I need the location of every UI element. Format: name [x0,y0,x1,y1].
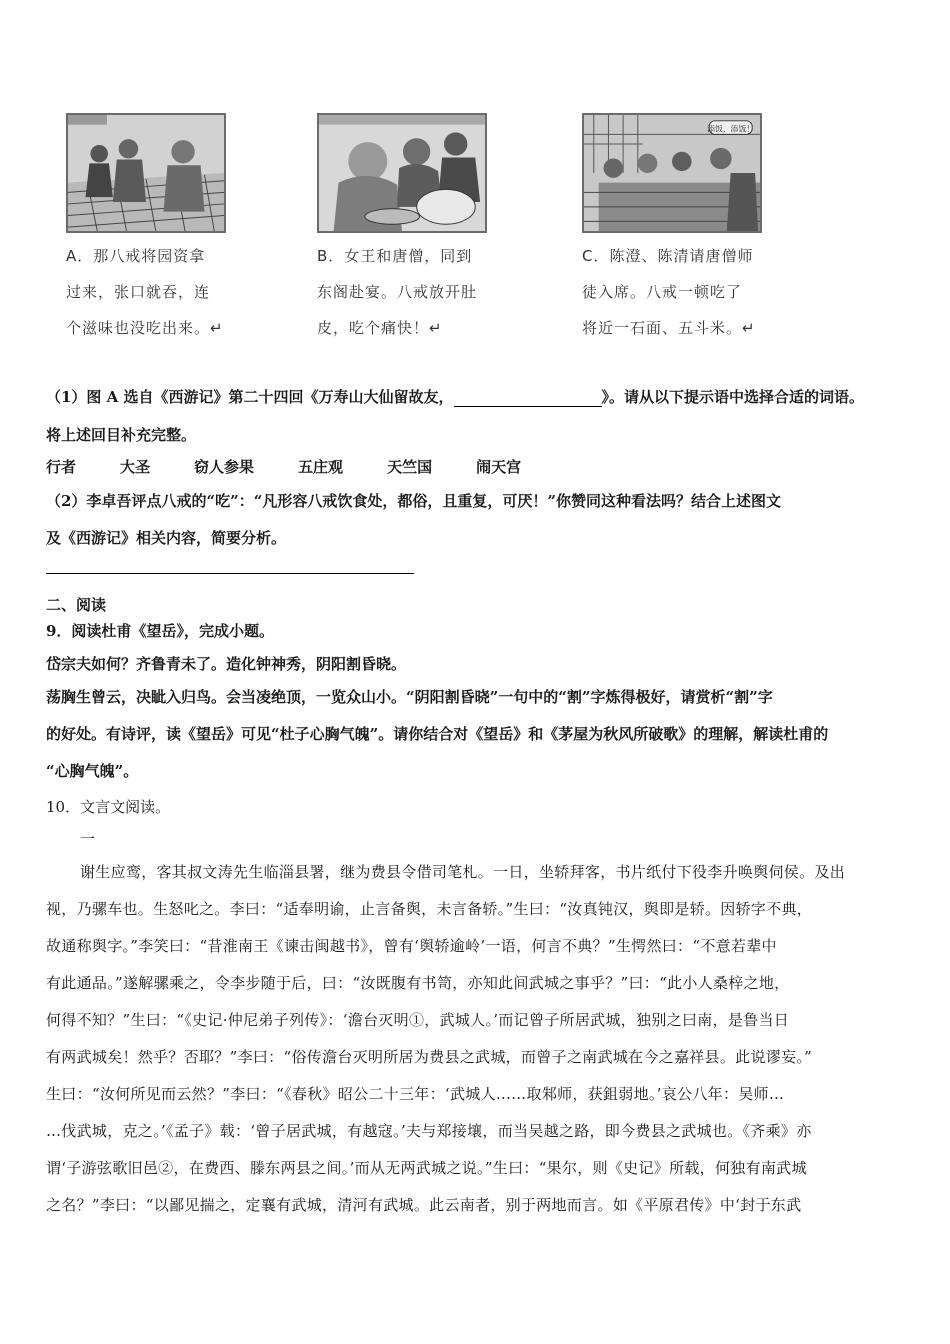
caption-line: 徒入席。八戒一顿吃了 [582,283,743,301]
answer-line[interactable] [46,573,414,574]
keyword: 窃人参果 [194,458,255,476]
caption-line: A．那八戒将园资拿 [66,247,206,265]
keyword: 五庄观 [298,458,344,476]
section-heading: 二、阅读 [46,596,107,614]
passage-line: …伐武城，克之。’《孟子》载：‘曾子居武城，有越寇。’夫与郑接壤，而当吴越之路，即今费县之武城也。《齐乘》亦 [46,1122,812,1140]
passage-line: 生曰：“汝何所见而云然？”李曰：“《春秋》昭公二十三年：‘武城人……取邾师，获鉏弱地。’哀公八年：吴师… [46,1085,785,1103]
caption-line: 个滋味也没吃出来。↵ [66,319,224,337]
question-1-text-after: 》。请从以下提示语中选择合适的词语。 [601,388,865,406]
answer-blank[interactable] [454,392,602,407]
keyword: 大圣 [120,458,151,476]
passage-line: 视，乃骡车也。生怒叱之。李曰：“适奉明谕，止言备舆，未言备轿。”生曰：“汝真钝汉，舆即是轿。因轿字不典， [46,900,813,918]
question-9-title: 9．阅读杜甫《望岳》，完成小题。 [46,622,274,640]
question-2-line1: （2）李卓吾评点八戒的“吃”：“凡形容八戒饮食处，都俗，且重复，可厌！”你赞同这种看法吗？结合上述图文 [46,492,781,510]
passage-line: 有此通品。”遂解骡乘之，令李步随于后，曰：“汝既腹有书笥，亦知此间武城之事乎？”曰：“此小人桑梓之地， [46,974,790,992]
illustration-b [317,113,487,233]
question-9-line3: 的好处。有诗评，读《望岳》可见“杜子心胸气魄”。请你结合对《望岳》和《茅屋为秋风所破歌》的理解，解读杜甫的 [46,725,829,743]
caption-a [66,238,224,346]
passage-part-marker: 一 [80,830,96,848]
question-9-line4: “心胸气魄”。 [46,762,139,780]
passage-line: 故通称舆字。”李笑曰：“昔淮南王《谏击闽越书》，曾有‘舆轿逾岭’一语，何言不典？”生愕然曰：“不意若辈中 [46,937,777,955]
keyword: 天竺国 [387,458,433,476]
caption-b [317,238,477,346]
question-2-line2: 及《西游记》相关内容，简要分析。 [46,529,287,547]
poem-line-1: 岱宗夫如何？齐鲁青未了。造化钟神秀，阴阳割昏晓。 [46,655,407,673]
passage-line: 有两武城矣！然乎？否耶？”李曰：“俗传澹台灭明所居为费县之武城，而曾子之南武城在今之嘉祥县。此说谬妄。” [46,1048,813,1066]
keyword-row [46,456,565,477]
keyword: 闹天宫 [476,458,522,476]
passage-line: 谢生应鸾，客其叔文涛先生临淄县署，继为费县令借司笔札。一日，坐轿拜客，书片纸付下役李升唤舆伺侯。及出 [80,863,846,881]
question-1-text-before: （1）图 A 选自《西游记》第二十四回《万寿山大仙留故友， [46,388,454,406]
speech-banner: 添饭，添饭！ [707,124,755,134]
caption-line: B．女王和唐僧，同到 [317,247,473,265]
illustration-a [66,113,226,233]
question-1-line2: 将上述回目补充完整。 [46,426,197,444]
caption-c [582,238,756,346]
caption-line: 东阁赴宴。八戒放开肚 [317,283,478,301]
question-10-title: 10．文言文阅读。 [46,798,171,816]
keyword: 行者 [46,458,77,476]
caption-line: 过来，张口就吞，连 [66,283,211,301]
caption-line: 将近一石面、五斗米。↵ [582,319,756,337]
passage-line: 何得不知？”生曰：“《史记·仲尼弟子列传》：‘澹台灭明①，武城人。’而记曾子所居武城，独别之曰南，是鲁当日 [46,1011,790,1029]
caption-line: 皮，吃个痛快！↵ [317,319,443,337]
question-1 [46,386,864,407]
passage-line: 谓‘子游弦歌旧邑②，在费西、滕东两县之间。’而从无两武城之说。”生曰：“果尔，则《史记》所载，何独有南武城 [46,1159,807,1177]
caption-line: C．陈澄、陈清请唐僧师 [582,247,754,265]
poem-line-2: 荡胸生曾云，决眦入归鸟。会当凌绝顶，一览众山小。“阴阳割昏晓”一句中的“割”字炼得极好，请赏析“割”字 [46,688,773,706]
illustration-c [582,113,762,233]
passage-line: 之名？”李曰：“以鄙见揣之，定襄有武城，清河有武城。此云南者，别于两地而言。如《平原君传》中‘封于东武 [46,1196,802,1214]
